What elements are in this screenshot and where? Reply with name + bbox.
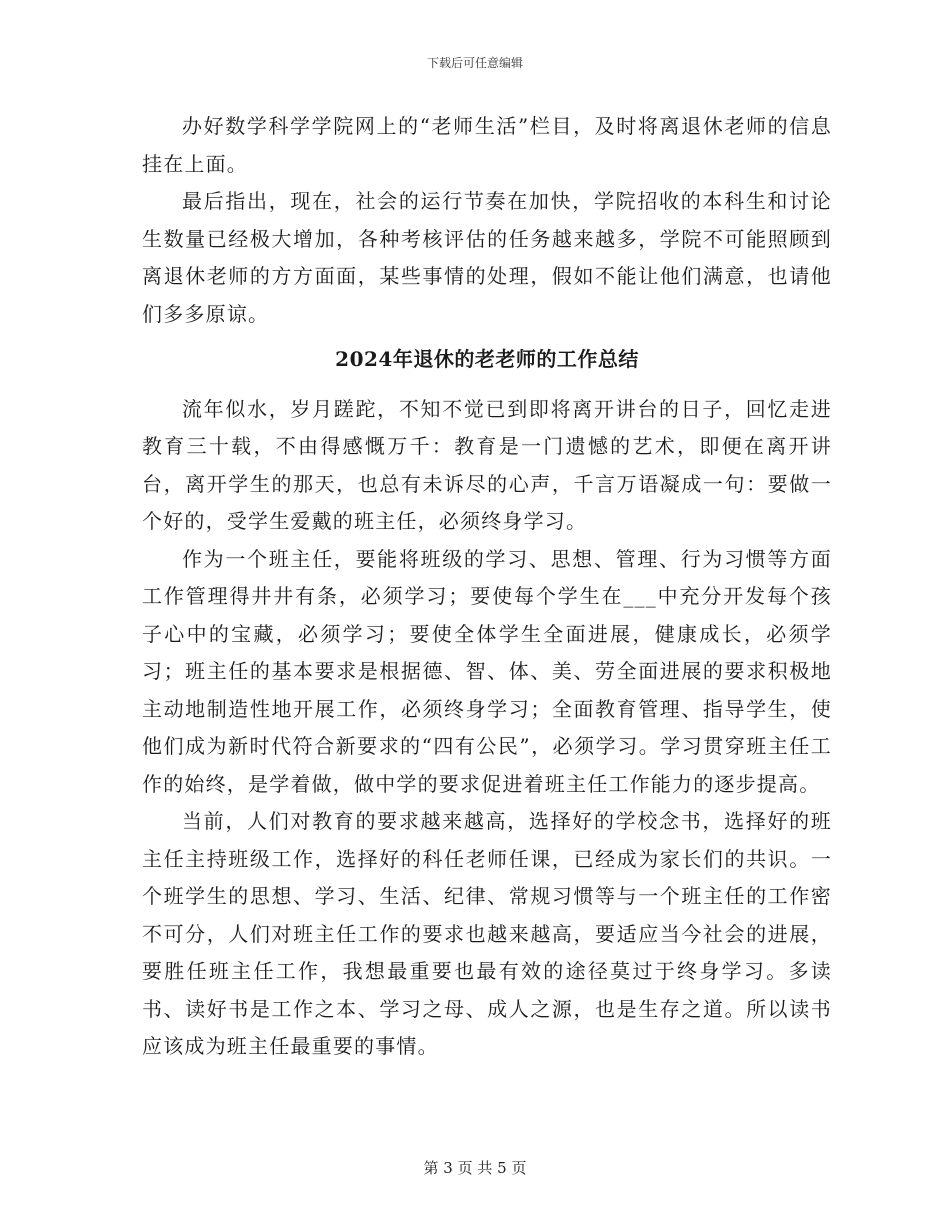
document-body bbox=[142, 108, 832, 1066]
page-header-note: 下载后可任意编辑 bbox=[426, 56, 523, 70]
body-paragraph: 作为一个班主任，要能将班级的学习、思想、管理、行为习惯等方面工作管理得井井有条，必须学习；要使每个学生在___中充分开发每个孩子心中的宝藏，必须学习；要使全体学生全面进展，健康成长，必须学习；班主任的基本要求是根据德、智、体、美、劳全面进展的要求积极地主动地制造性地开展工作，必须终身学习；全面教育管理、指导学生，使他们成为新时代符合新要求的“四有公民”，必须学习。学习贯穿班主任工作的始终，是学着做，做中学的要求促进着班主任工作能力的逐步提高。 bbox=[142, 546, 832, 796]
body-paragraph: 最后指出，现在，社会的运行节奏在加快，学院招收的本科生和讨论生数量已经极大增加，各种考核评估的任务越来越多，学院不可能照顾到离退休老师的方方面面，某些事情的处理，假如不能让他们满意，也请他们多多原谅。 bbox=[142, 189, 832, 326]
body-paragraph: 当前，人们对教育的要求越来越高，选择好的学校念书，选择好的班主任主持班级工作，选择好的科任老师任课，已经成为家长们的共识。一个班学生的思想、学习、生活、纪律、常规习惯等与一个班主任的工作密不可分，人们对班主任工作的要求也越来越高，要适应当今社会的进展，要胜任班主任工作，我想最重要也最有效的途径莫过于终身学习。多读书、读好书是工作之本、学习之母、成人之源，也是生存之道。所以读书应该成为班主任最重要的事情。 bbox=[142, 809, 832, 1058]
page-number: 第 3 页 共 5 页 bbox=[423, 1159, 527, 1177]
section-title: 2024年退休的老老师的工作总结 bbox=[335, 347, 639, 371]
body-paragraph: 流年似水，岁月蹉跎，不知不觉已到即将离开讲台的日子，回忆走进教育三十载，不由得感慨万千：教育是一门遗憾的艺术，即便在离开讲台，离开学生的那天，也总有未诉尽的心声，千言万语凝成一句：要做一个好的，受学生爱戴的班主任，必须终身学习。 bbox=[142, 396, 832, 533]
body-paragraph: 办好数学科学学院网上的“老师生活”栏目，及时将离退休老师的信息挂在上面。 bbox=[142, 114, 832, 176]
